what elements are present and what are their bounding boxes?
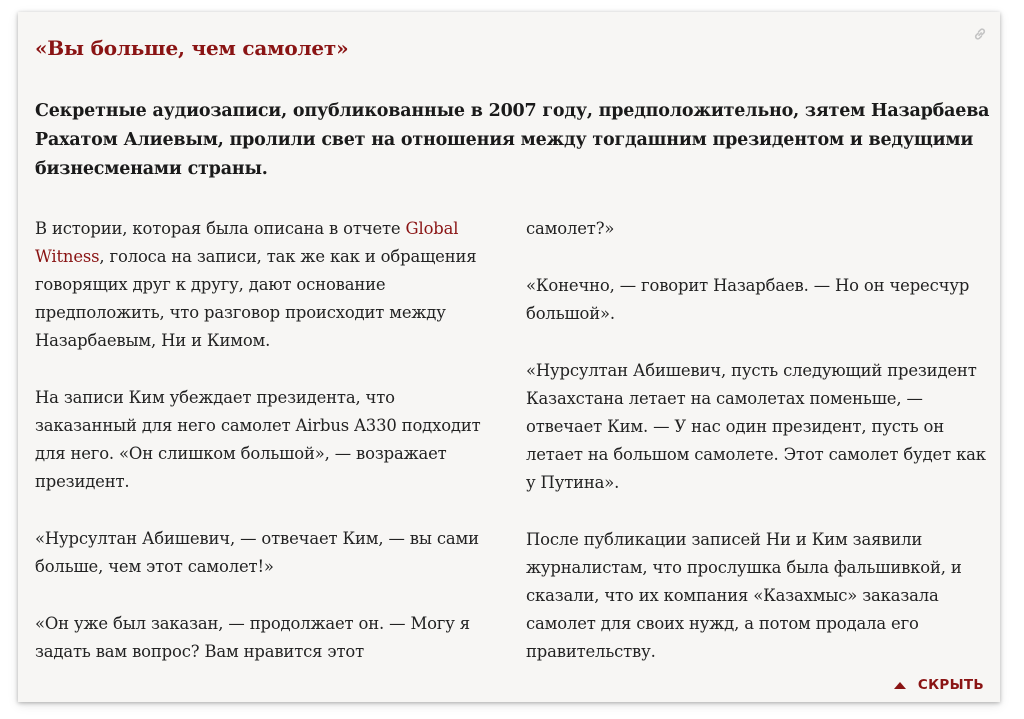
- hide-button-label: СКРЫТЬ: [917, 677, 984, 693]
- paragraph: [35, 215, 485, 355]
- paragraph: «Нурсултан Абишевич, пусть следующий президент Казахстана летает на самолетах поменьше, — отвечает Ким. — У нас один президент, пусть он летает на большом самолете. Этот самолет будет как у Путина».: [526, 361, 986, 492]
- article-lead: Секретные аудиозаписи, опубликованные в 2007 году, предположительно, зятем Назарбаева Рахатом Алиевым, пролили свет на отношения между тогдашним президентом и ведущими бизнесменами страны.: [35, 101, 990, 179]
- article-title: «Вы больше, чем самолет»: [35, 36, 349, 60]
- triangle-up-icon: [894, 682, 906, 689]
- global-witness-link[interactable]: Global Witness: [35, 219, 459, 266]
- article-card: [18, 12, 1000, 702]
- left-column: [35, 215, 485, 695]
- paragraph-text: В истории, которая была описана в отчете: [35, 219, 406, 238]
- right-column: [526, 215, 992, 695]
- paragraph-text: , голоса на записи, так же как и обращения говорящих друг к другу, дают основание предположить, что разговор происходит между Назарбаевым, Ни и Кимом.: [35, 247, 477, 350]
- paragraph: «Нурсултан Абишевич, — отвечает Ким, — вы сами больше, чем этот самолет!»: [35, 529, 479, 576]
- paragraph: После публикации записей Ни и Ким заявили журналистам, что прослушка была фальшивкой, и сказали, что их компания «Казахмыс» заказала самолет для своих нужд, а потом продала его правительству.: [526, 530, 962, 661]
- hide-button[interactable]: [894, 677, 984, 693]
- paragraph: На записи Ким убеждает президента, что заказанный для него самолет Airbus A330 подходит для него. «Он слишком большой», — возражает президент.: [35, 388, 481, 491]
- link-icon[interactable]: [972, 26, 988, 42]
- paragraph: «Конечно, — говорит Назарбаев. — Но он чересчур большой».: [526, 276, 970, 323]
- paragraph: «Он уже был заказан, — продолжает он. — Могу я задать вам вопрос? Вам нравится этот: [35, 614, 470, 661]
- paragraph: самолет?»: [526, 219, 615, 238]
